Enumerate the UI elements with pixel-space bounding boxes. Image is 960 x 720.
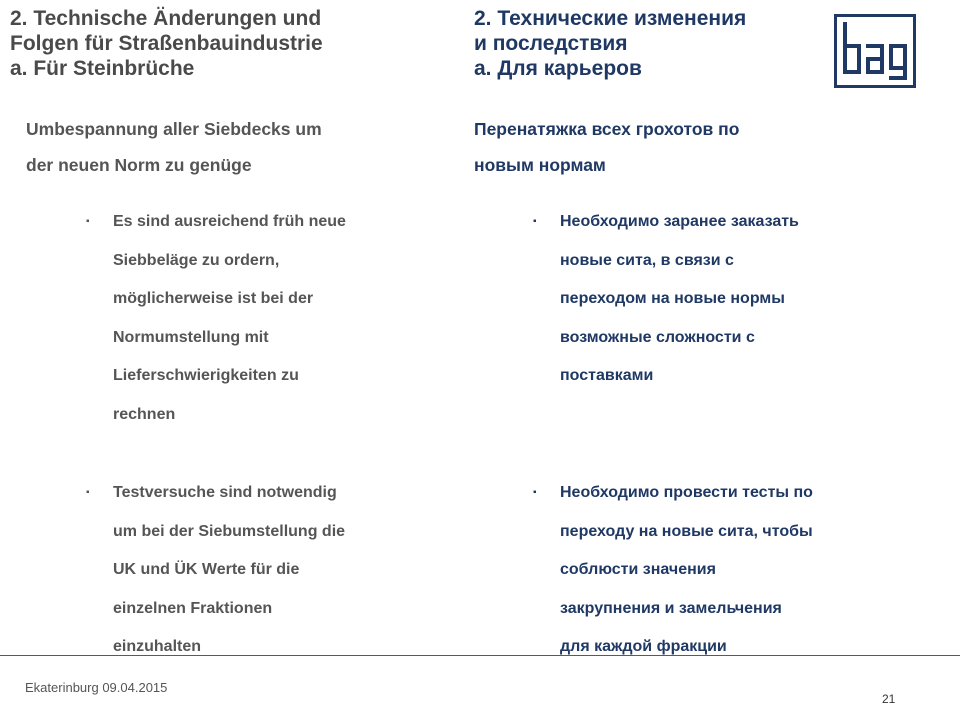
page-number: 21 [882, 692, 896, 706]
bullet-line: закрупнения и замельчения [560, 599, 782, 617]
title-line: Folgen für Straßenbauindustrie [10, 32, 323, 55]
bag-logo [834, 14, 916, 88]
page-title-russian [474, 6, 834, 81]
bullet-marker-icon: ▪ [533, 487, 537, 498]
title-line: a. Für Steinbrüche [10, 57, 195, 80]
bullet-line: Siebbeläge zu ordern, [113, 251, 280, 269]
title-line: а. Для карьеров [474, 57, 642, 80]
bullet-line: um bei der Siebumstellung die [113, 522, 346, 540]
bullet-line: einzuhalten [113, 638, 202, 655]
bullet-line: möglicherweise ist bei der [113, 290, 314, 307]
heading-line: Umbespannung aller Siebdecks um [26, 119, 322, 139]
title-line: и последствия [474, 32, 628, 55]
bullet-line: rechnen [113, 405, 176, 423]
bullet-line: Es sind ausreichend früh neue [113, 213, 346, 230]
bullet-line: Lieferschwierigkeiten zu [113, 367, 299, 384]
bullet-marker-icon: ▪ [86, 216, 90, 227]
bullet-marker-icon: ▪ [86, 487, 90, 498]
bullet-item-russian-1 [533, 203, 933, 396]
bullet-line: для каждой фракции [560, 638, 727, 655]
bullet-line: переходом на новые нормы [560, 290, 785, 307]
bullet-line: переходу на новые сита, чтобы [560, 522, 813, 540]
bullet-line: Необходимо заранее заказать [560, 213, 799, 230]
bullet-item-german-1 [86, 203, 446, 434]
footer-location-date: Ekaterinburg 09.04.2015 [25, 680, 168, 695]
bullet-line: UK und ÜK Werte für die [113, 561, 300, 578]
title-line: 2. Технические изменения [474, 7, 747, 30]
bullet-line: einzelnen Fraktionen [113, 599, 273, 617]
bullet-line: возможные сложности с [560, 328, 755, 346]
title-line: 2. Technische Änderungen und [10, 7, 322, 30]
bullet-line: Testversuche sind notwendig [113, 484, 337, 501]
bullet-item-russian-2 [533, 474, 933, 667]
bullet-line: соблюсти значения [560, 561, 716, 578]
heading-line: новым нормам [474, 155, 606, 175]
bullet-item-german-2 [86, 474, 446, 667]
footer-divider [0, 655, 960, 656]
heading-line: der neuen Norm zu genüge [26, 155, 252, 175]
heading-line: Перенатяжка всех грохотов по [474, 119, 740, 139]
section-heading-german [26, 111, 446, 183]
page-title-german [10, 6, 430, 81]
bullet-line: новые сита, в связи с [560, 251, 734, 269]
bullet-line: Необходимо провести тесты по [560, 484, 813, 501]
bullet-marker-icon: ▪ [533, 216, 537, 227]
section-heading-russian [474, 111, 914, 183]
bullet-line: Normumstellung mit [113, 328, 269, 346]
bullet-line: поставками [560, 367, 654, 384]
